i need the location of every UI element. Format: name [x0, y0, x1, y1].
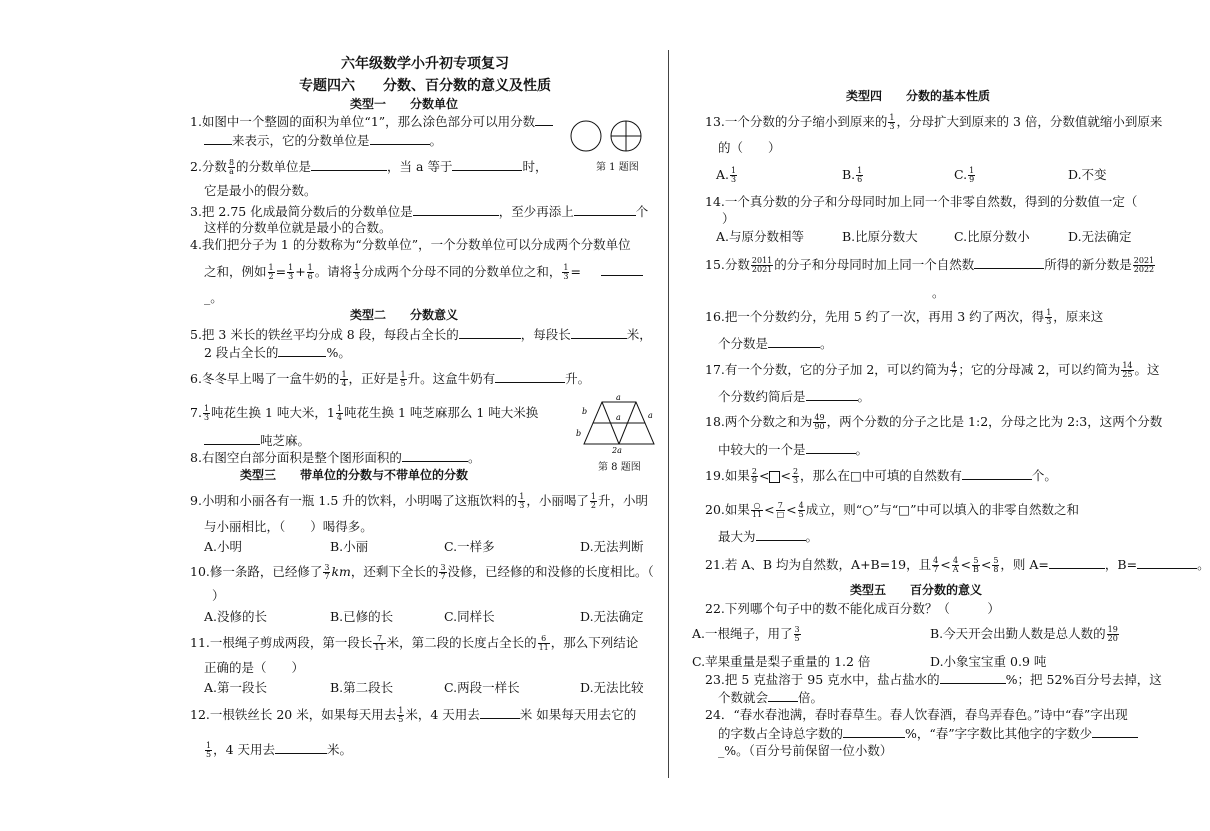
q5-end: 米，: [626, 327, 652, 342]
question-5-line-b: [204, 344, 351, 361]
q5-blank-1[interactable]: [459, 326, 521, 339]
q23-end: %；把 52%百分号去掉，这: [1005, 672, 1162, 687]
q21-end: 。: [1197, 557, 1210, 572]
q18-blank[interactable]: [806, 441, 856, 454]
section-heading-2: 类型二 分数意义: [350, 308, 459, 322]
q6-mid: ，正好是: [348, 371, 399, 386]
q8-end: 。: [467, 450, 481, 465]
q7-blank[interactable]: [204, 432, 260, 445]
question-6: [190, 370, 590, 388]
q2-mid2: ，当 a 等于: [387, 159, 453, 174]
fraction-third: $\frac{1}{3}$: [288, 263, 294, 281]
q9-mid: ，小丽喝了: [526, 493, 589, 508]
q20-blank[interactable]: [756, 528, 806, 541]
figure-8: [574, 392, 664, 473]
q9-option-c[interactable]: C.一样多: [444, 539, 495, 554]
q4-blank[interactable]: [601, 263, 643, 276]
fraction-2011-2021: $\frac{2011}{2021}$: [751, 256, 773, 274]
fraction-half-q9: $\frac{1}{2}$: [590, 492, 596, 510]
figure-1: [570, 120, 670, 175]
q1-end: 。: [429, 133, 443, 148]
fraction-half: $\frac{1}{2}$: [268, 263, 274, 281]
fraction-sixth: $\frac{1}{6}$: [307, 263, 313, 281]
question-4-line-b: 之和，例如 $\frac{1}{2}$ = $\frac{1}{3}$ + $\frac{1}{6}$ 。请将 $\frac{1}{3}$ 分成两个分母不同的分数单位之和， $\frac{1}{3}$ =: [204, 263, 643, 281]
q14-option-d[interactable]: D.无法确定: [1068, 229, 1132, 244]
fraction-third-q9: $\frac{1}{3}$: [519, 492, 525, 510]
fraction-circle-11: $\frac{○}{11}$: [751, 501, 763, 519]
q18-text-b: 中较大的一个是: [718, 442, 806, 457]
question-11-line-a: [190, 635, 638, 652]
section-heading-5: 类型五 百分数的意义: [850, 583, 983, 597]
fraction-4-7: $\frac{4}{7}$: [951, 361, 957, 379]
fraction-3-7: $\frac{3}{7}$: [324, 563, 330, 581]
q5-mid: ，每段长: [520, 327, 571, 342]
question-20-line-b: [718, 528, 818, 545]
q23-end-b: 倍。: [798, 690, 824, 705]
q22-option-c[interactable]: C.苹果重量是梨子重量的 1.2 倍: [692, 654, 871, 669]
q19-mid: ，那么在□中可填的自然数有: [800, 468, 962, 483]
fraction-2-9: $\frac{2}{9}$: [751, 467, 757, 485]
q13-option-a[interactable]: A. $\frac{1}{3}$: [716, 166, 737, 184]
fraction-14-25: $\frac{14}{25}$: [1122, 361, 1133, 379]
q1-text: 1.如图中一个整圆的面积为单位“1”，那么涂色部分可以用分数: [190, 114, 536, 129]
q15-end: 所得的新分数是: [1044, 257, 1132, 272]
fraction-fifth-q12: $\frac{1}{5}$: [398, 706, 404, 724]
q9-end: 升，小明: [597, 493, 648, 508]
fraction-fifth: $\frac{1}{5}$: [400, 370, 406, 388]
question-3-line-a: [190, 203, 648, 220]
question-24-line-b: [718, 725, 1138, 742]
q14-option-b[interactable]: B.比原分数大: [842, 229, 918, 244]
q12-blank-1[interactable]: [480, 706, 520, 719]
q21-mid: ，则 A=: [1000, 557, 1049, 572]
question-13-line-a: [705, 114, 1162, 131]
fraction-3-7-b: $\frac{3}{7}$: [440, 563, 446, 581]
q16-blank[interactable]: [768, 335, 820, 348]
q3-text: 3.把 2.75 化成最简分数后的分数单位是: [190, 204, 413, 219]
q15-mid: 的分子和分母同时加上同一个自然数: [774, 257, 975, 272]
q11-option-d[interactable]: D.无法比较: [580, 680, 644, 695]
q13-pre: 13.一个分数的分子缩小到原来的: [705, 114, 888, 129]
q24-blank-1[interactable]: [843, 725, 905, 738]
q20-end: 成立，则“○”与“□”中可以填入的非零自然数之和: [805, 502, 1079, 517]
q7-mid: 吨花生换 1 吨大米，1: [211, 405, 335, 420]
question-4-line-c: _。: [204, 290, 223, 305]
fraction-8-a: $\frac{8}{a}$: [228, 158, 235, 176]
q2-blank-1[interactable]: [311, 158, 387, 171]
q4-pre: 之和，例如: [204, 264, 267, 279]
page-subtitle: 专题四六 分数、百分数的意义及性质: [299, 78, 551, 94]
box-symbol: [769, 471, 780, 483]
q10-pre: 10.修一条路，已经修了: [190, 564, 323, 579]
q13-end: ，分母扩大到原来的 3 倍，分数值就缩小到原来: [896, 114, 1163, 129]
question-1-line-a: [190, 113, 553, 130]
q11-pre: 11.一根绳子剪成两段，第一段长: [190, 635, 373, 650]
question-9-line-b: 与小丽相比，（ ）喝得多。: [204, 519, 373, 534]
q17-blank[interactable]: [806, 388, 858, 401]
q19-pre: 19.如果: [705, 468, 750, 483]
q12-end-b: 米。: [327, 742, 353, 757]
q6-end: 升。: [565, 371, 591, 386]
question-12-line-a: [190, 706, 636, 724]
question-23-line-b: [718, 689, 823, 706]
label-base: 2a: [612, 446, 622, 455]
fraction-quarter-q7: $\frac{1}{4}$: [336, 404, 342, 422]
q1-blank-2[interactable]: [370, 132, 430, 145]
q11-option-a[interactable]: A.第一段长: [204, 680, 268, 695]
q15-blank[interactable]: [974, 256, 1044, 269]
q16-end: ，原来这: [1053, 309, 1104, 324]
fraction-third-q7: $\frac{1}{3}$: [203, 404, 210, 422]
label-mid: a: [616, 413, 621, 422]
question-24-line-c: _%。（百分号前保留一位小数）: [718, 743, 893, 758]
q12-mid-b: ，4 天用去: [213, 742, 276, 757]
fraction-4-5: $\frac{4}{5}$: [798, 501, 804, 519]
question-2-line-b: 它是最小的假分数。: [204, 183, 317, 198]
q5-blank-3[interactable]: [278, 344, 326, 357]
q10-unit: km: [331, 564, 351, 579]
fraction-2-3: $\frac{2}{3}$: [792, 467, 799, 485]
question-3-line-b: 这样的分数单位就是最小的合数。: [204, 220, 392, 235]
question-23-line-a: [705, 671, 1162, 688]
q6-pre: 6.冬冬早上喝了一盒牛奶的: [190, 371, 340, 386]
fraction-4-7-q21: $\frac{4}{7}$: [933, 556, 939, 574]
q20-end-b: 。: [805, 529, 819, 544]
section-heading-3: 类型三 带单位的分数与不带单位的分数: [240, 468, 469, 482]
label-left-b2: b: [576, 429, 582, 438]
q12-end: 米 如果每天用去它的: [519, 707, 637, 722]
q17-mid: ；它的分母减 2，可以约简为: [958, 362, 1121, 377]
figure-1-caption: 第 1 题图: [596, 162, 639, 173]
q3-end: 个: [635, 204, 649, 219]
question-11-line-b: 正确的是（ ）: [204, 660, 305, 675]
q23-pre-b: 个数就会: [718, 690, 769, 705]
figure-8-caption: 第 8 题图: [598, 462, 641, 473]
question-13-line-b: 的（ ）: [718, 140, 781, 155]
q24-mid: %，“春”字字数比其他字的字数少: [905, 726, 1093, 741]
question-15-line-a: [705, 256, 1156, 274]
q21-pre: 21.若 A、B 均为自然数，A+B=19，且: [705, 557, 932, 572]
q16-text-b: 个分数是: [718, 336, 769, 351]
question-10-line-a: [190, 564, 654, 581]
q14-option-c[interactable]: C.比原分数小: [954, 229, 1030, 244]
question-12-line-b: [204, 741, 352, 759]
label-right: a: [648, 411, 653, 420]
circle-whole: [571, 121, 601, 151]
label-top: a: [616, 393, 621, 402]
fraction-third-c: $\frac{1}{3}$: [563, 263, 569, 281]
q9-option-d[interactable]: D.无法判断: [580, 539, 644, 554]
question-14-line-b: ）: [722, 211, 735, 226]
q7-pre: 7.: [190, 405, 202, 420]
q1-blank-1b[interactable]: [204, 132, 232, 145]
q1-blank-1[interactable]: [535, 113, 553, 126]
q14-option-a[interactable]: A.与原分数相等: [716, 229, 805, 244]
q10-option-b[interactable]: B.已修的长: [330, 609, 394, 624]
q2-end: 时，: [522, 159, 548, 174]
question-17-line-b: [718, 388, 870, 405]
fraction-third-q13: $\frac{1}{3}$: [889, 113, 895, 131]
fraction-5-B: $\frac{5}{B}$: [972, 556, 979, 574]
question-2-line-a: [190, 158, 547, 176]
q5-pre-b: 2 段占全长的: [204, 345, 279, 360]
q11-end: ，那么下列结论: [550, 635, 639, 650]
q24-pre: 的字数占全诗总字数的: [718, 726, 844, 741]
q9-option-a[interactable]: A.小明: [204, 539, 243, 554]
q13-option-b[interactable]: B. $\frac{1}{6}$: [842, 166, 863, 184]
q11-option-b[interactable]: B.第二段长: [330, 680, 394, 695]
question-22: 22.下列哪个句子中的数不能化成百分数？（ ）: [705, 601, 1000, 616]
q21-blank-b[interactable]: [1137, 556, 1197, 569]
q6-blank[interactable]: [495, 370, 565, 383]
q18-end-b: 。: [855, 442, 869, 457]
q2-blank-2[interactable]: [452, 158, 522, 171]
question-24-line-a: 24．“春水春池满，春时春草生。春人饮春酒，春鸟弄春色。”诗中“春”字出现: [705, 707, 1128, 722]
q7-end: 吨花生换 1 吨芝麻那么 1 吨大米换: [343, 405, 539, 420]
q10-end: 没修，已经修的和没修的长度相比。（: [447, 564, 654, 579]
q19-blank[interactable]: [962, 467, 1032, 480]
q8-blank[interactable]: [402, 449, 468, 462]
question-15-line-b: 。: [932, 285, 945, 300]
question-14-line-a: 14.一个真分数的分子和分母同时加上同一个非零自然数，得到的分数值一定（: [705, 194, 1138, 209]
q11-option-c[interactable]: C.两段一样长: [444, 680, 520, 695]
q7-end-b: 吨芝麻。: [260, 433, 311, 448]
fraction-7-box: $\frac{7}{□}$: [776, 501, 785, 519]
section-heading: 类型一 分数单位: [350, 97, 459, 111]
q13-option-d[interactable]: D.不变: [1068, 167, 1107, 182]
question-16-line-a: [705, 309, 1103, 326]
q22-option-b[interactable]: B.今天开会出勤人数是总人数的 $\frac{19}{20}$: [930, 625, 1118, 643]
q24-blank-2[interactable]: [1092, 725, 1138, 738]
q17-pre: 17.有一个分数，它的分子加 2，可以约简为: [705, 362, 950, 377]
left-column: [190, 0, 665, 831]
question-18-line-b: [718, 441, 868, 458]
q19-end: 个。: [1031, 468, 1057, 483]
q13-option-c[interactable]: C. $\frac{1}{9}$: [954, 166, 975, 184]
question-7-line-b: [204, 432, 310, 449]
q2-pre: 2.分数: [190, 159, 227, 174]
q18-end: ，两个分数的分子之比是 1:2，分母之比为 2:3，这两个分数: [826, 414, 1163, 429]
q15-pre: 15.分数: [705, 257, 750, 272]
q10-mid: ，还剩下全长的: [350, 564, 439, 579]
q17-text-b: 个分数约简后是: [718, 389, 806, 404]
fraction-4-A: $\frac{4}{A}$: [952, 556, 959, 574]
q23-pre: 23.把 5 克盐溶于 95 克水中，盐占盐水的: [705, 672, 940, 687]
q5-blank-2[interactable]: [571, 326, 627, 339]
trapezoid-figure: [574, 392, 664, 454]
q9-option-b[interactable]: B.小丽: [330, 539, 369, 554]
q4-mid: 。请将: [314, 264, 353, 279]
q5-text: 5.把 3 米长的铁丝平均分成 8 段，每段占全长的: [190, 327, 459, 342]
fraction-6-11: $\frac{6}{11}$: [538, 634, 549, 652]
question-17-line-a: [705, 362, 1160, 379]
right-column: [692, 0, 1210, 831]
question-18-line-a: [705, 414, 1162, 431]
q5-end-b: %。: [326, 345, 351, 360]
q18-pre: 18.两个分数之和为: [705, 414, 813, 429]
q17-end: 。这: [1134, 362, 1160, 377]
q10-option-a[interactable]: A.没修的长: [204, 609, 268, 624]
page-title: 六年级数学小升初专项复习: [341, 56, 509, 72]
question-4-line-a: 4.我们把分子为 1 的分数称为“分数单位”，一个分数单位可以分成两个分数单位: [190, 237, 631, 252]
question-10-line-b: ）: [212, 588, 225, 603]
q21-blank-a[interactable]: [1049, 556, 1105, 569]
fraction-third-q16: $\frac{1}{3}$: [1046, 308, 1052, 326]
q21-mid2: ，B=: [1104, 557, 1138, 572]
fraction-7-11: $\frac{7}{11}$: [374, 634, 385, 652]
q23-blank-1[interactable]: [940, 671, 1006, 684]
q6-mid2: 升。这盒牛奶有: [407, 371, 496, 386]
q4-end: =: [570, 264, 581, 279]
question-1-line-b: [204, 132, 442, 149]
q9-pre: 9.小明和小丽各有一瓶 1.5 升的饮料，小明喝了这瓶饮料的: [190, 493, 518, 508]
q2-mid: 的分数单位是: [236, 159, 312, 174]
q3-blank-1[interactable]: [413, 203, 499, 216]
question-9-line-a: [190, 493, 648, 510]
fraction-third-b: $\frac{1}{3}$: [354, 263, 360, 281]
q22-option-a[interactable]: A.一根绳子，用了 $\frac{3}{5}$: [692, 625, 800, 643]
question-7-line-a: [190, 405, 538, 422]
q17-end-b: 。: [857, 389, 871, 404]
q23-blank-2[interactable]: [768, 689, 798, 702]
q12-mid: 米，4 天用去: [405, 707, 480, 722]
question-16-line-b: [718, 335, 833, 352]
q4-mid2: 分成两个分母不同的分数单位之和，: [361, 264, 562, 279]
fraction-quarter: $\frac{1}{4}$: [341, 370, 347, 388]
q12-blank-2[interactable]: [275, 741, 327, 754]
q16-end-b: 。: [820, 336, 833, 351]
fraction-2021-2022: $\frac{2021}{2022}$: [1133, 256, 1155, 274]
q16-pre: 16.把一个分数约分，先用 5 约了一次，再用 3 约了两次，得: [705, 309, 1045, 324]
q3-blank-2[interactable]: [574, 203, 636, 216]
fraction-49-90: $\frac{49}{90}$: [814, 413, 825, 431]
fraction-5-8: $\frac{5}{8}$: [993, 556, 999, 574]
q3-mid: ，至少再添上: [498, 204, 574, 219]
q22-option-d[interactable]: D.小象宝宝重 0.9 吨: [930, 654, 1047, 669]
q1-text-b: 来表示，它的分数单位是: [232, 133, 370, 148]
label-left-b: b: [582, 407, 588, 416]
question-21: 21.若 A、B 均为自然数，A+B=19，且 $\frac{4}{7}$ < $\frac{4}{A}$ < $\frac{5}{B}$ < $\frac{5}{8}$ ，则 A= ，B= 。: [705, 556, 1210, 574]
q20-text-b: 最大为: [718, 529, 756, 544]
q10-option-c[interactable]: C.同样长: [444, 609, 495, 624]
q20-pre: 20.如果: [705, 502, 750, 517]
question-8: [190, 449, 480, 466]
question-19: 19.如果 $\frac{2}{9}$ < < $\frac{2}{3}$ ，那么在□中可填的自然数有 个。: [705, 467, 1057, 485]
fraction-fifth-q12b: $\frac{1}{5}$: [206, 741, 212, 759]
q8-text: 8.右图空白部分面积是整个图形面积的: [190, 450, 402, 465]
q11-mid: 米，第二段的长度占全长的: [386, 635, 537, 650]
question-20-line-a: 20.如果 $\frac{○}{11}$ < $\frac{7}{□}$ < $\frac{4}{5}$ 成立，则“○”与“□”中可以填入的非零自然数之和: [705, 501, 1079, 519]
q12-pre: 12.一根铁丝长 20 米，如果每天用去: [190, 707, 397, 722]
section-heading-4: 类型四 分数的基本性质: [846, 89, 991, 103]
q10-option-d[interactable]: D.无法确定: [580, 609, 644, 624]
question-5-line-a: [190, 326, 652, 343]
